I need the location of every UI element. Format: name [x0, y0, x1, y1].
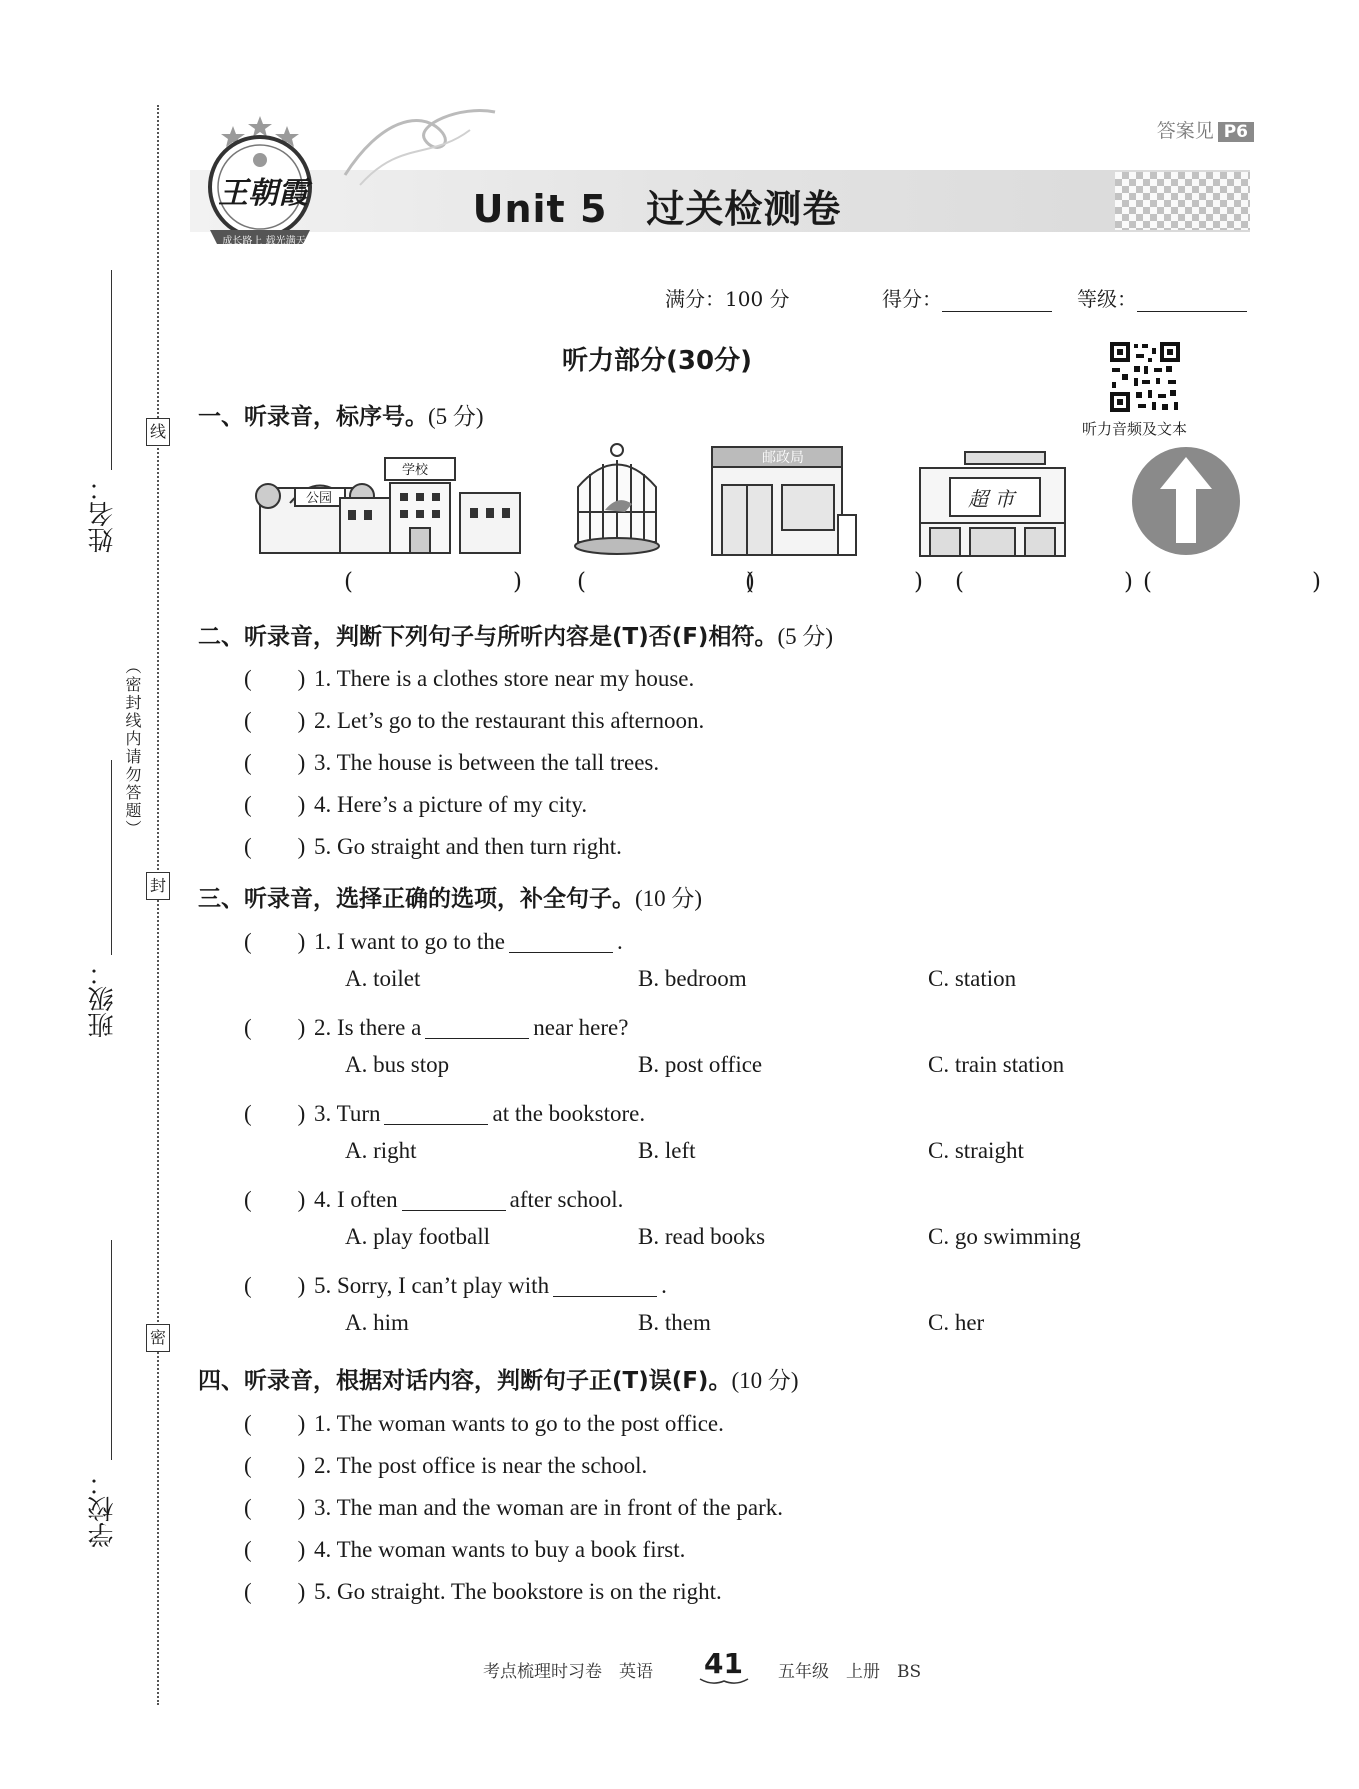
section2-title: 二、听录音，判断下列句子与所听内容是(T)否(F)相符。: [198, 624, 778, 650]
class-blank[interactable]: [111, 760, 112, 955]
section1-heading: [198, 398, 484, 431]
fill-blank[interactable]: [425, 1014, 529, 1039]
s3-5-option-a[interactable]: A. him: [345, 1310, 409, 1335]
s3-3-option-b[interactable]: B. left: [638, 1138, 696, 1163]
svg-text:超 市: 超 市: [968, 487, 1015, 511]
s3-3-option-a[interactable]: A. right: [345, 1138, 417, 1163]
answer-paren[interactable]: ( ): [244, 929, 306, 954]
score-label: 得分：: [882, 287, 942, 311]
logo-name: 王朝霞: [218, 176, 308, 211]
s3-5-option-c[interactable]: C. her: [928, 1310, 985, 1335]
fill-blank[interactable]: [384, 1100, 488, 1125]
s3-4-option-a[interactable]: A. play football: [345, 1224, 490, 1249]
section3-points: (10 分): [635, 886, 703, 911]
answer-paren[interactable]: ( ): [244, 1537, 306, 1562]
s3-2-option-b[interactable]: B. post office: [638, 1052, 763, 1077]
answer-paren[interactable]: ( ): [244, 1411, 306, 1436]
grade-blank[interactable]: [1137, 289, 1247, 312]
answer-paren[interactable]: ( ): [244, 1101, 306, 1126]
name-label: 姓名：: [88, 475, 118, 553]
answer-paren[interactable]: ( ): [244, 708, 306, 733]
svg-text:学校: 学校: [402, 463, 429, 478]
s3-item-5: ( ) 5. Sorry, I can’t play with .: [244, 1267, 667, 1300]
answer-paren[interactable]: ( ): [244, 1187, 306, 1212]
full-score: 满分：100 分: [665, 287, 790, 311]
s3-item-4: ( ) 4. I often after school.: [244, 1181, 623, 1214]
picture2-answer[interactable]: ( ): [577, 569, 793, 595]
s3-2-option-a[interactable]: A. bus stop: [345, 1052, 450, 1077]
answer-paren[interactable]: ( ): [244, 750, 306, 775]
score-field: [882, 283, 1052, 312]
supermarket-icon: [910, 448, 1075, 558]
cut-mark-secret: 密: [146, 1324, 170, 1352]
s3-3-option-c[interactable]: C. straight: [928, 1138, 1024, 1163]
listening-part-title: 听力部分(30分): [562, 346, 752, 376]
section3-heading: [198, 880, 702, 913]
section2-heading: [198, 618, 833, 651]
section2-points: (5 分): [777, 624, 834, 649]
s4-item-4: ( ) 4. The woman wants to buy a book first.: [244, 1531, 685, 1564]
answer-page-tag: P6: [1218, 122, 1254, 142]
answer-paren[interactable]: ( ): [244, 666, 306, 691]
park-school-icon: [250, 448, 525, 558]
s3-5-option-b[interactable]: B. them: [638, 1310, 711, 1335]
section1-points: (5 分): [428, 404, 484, 429]
school-label: 学校：: [88, 1470, 118, 1548]
sealing-notice: （密封线内请勿答题）: [123, 658, 142, 838]
picture4-answer[interactable]: ( ): [955, 569, 1171, 595]
section1-title: 一、听录音，标序号。: [198, 404, 428, 430]
section4-points: (10 分): [731, 1368, 799, 1393]
grade-label: 等级：: [1077, 287, 1137, 311]
post-office-icon: [710, 445, 860, 557]
s2-item-5: ( ) 5. Go straight and then turn right.: [244, 828, 622, 861]
s2-item-2: ( ) 2. Let’s go to the restaurant this afternoon.: [244, 702, 704, 735]
s3-1-option-c[interactable]: C. station: [928, 966, 1017, 991]
picture5-answer[interactable]: ( ): [1143, 569, 1359, 595]
s2-item-1: ( ) 1. There is a clothes store near my house.: [244, 660, 694, 693]
answer-paren[interactable]: ( ): [244, 1453, 306, 1478]
section4-heading: [198, 1362, 799, 1395]
picture3-answer[interactable]: ( ): [745, 569, 961, 595]
s2-item-3: ( ) 3. The house is between the tall trees.: [244, 744, 659, 777]
answer-paren[interactable]: ( ): [244, 1273, 306, 1298]
grade-field: [1077, 283, 1247, 312]
picture1-answer[interactable]: ( ): [344, 569, 560, 595]
s2-item-4: ( ) 4. Here’s a picture of my city.: [244, 786, 587, 819]
class-label: 班级：: [88, 960, 118, 1038]
s3-4-option-b[interactable]: B. read books: [638, 1224, 766, 1249]
svg-text:邮政局: 邮政局: [762, 450, 804, 466]
answer-reference: [1157, 116, 1254, 143]
s3-item-3: ( ) 3. Turn at the bookstore.: [244, 1095, 645, 1128]
score-blank[interactable]: [942, 289, 1052, 312]
school-blank[interactable]: [111, 1240, 112, 1460]
s4-item-2: ( ) 2. The post office is near the school.: [244, 1447, 647, 1480]
footer-left: 考点梳理时习卷 英语: [483, 1662, 653, 1682]
fill-blank[interactable]: [553, 1272, 657, 1297]
cut-mark-seal: 封: [146, 872, 170, 900]
answer-paren[interactable]: ( ): [244, 1495, 306, 1520]
s4-item-5: ( ) 5. Go straight. The bookstore is on the right.: [244, 1573, 722, 1606]
book-icon: [698, 1677, 750, 1687]
logo-slogan: 成长路上 载光满天: [222, 236, 306, 247]
s3-4-option-c[interactable]: C. go swimming: [928, 1224, 1081, 1249]
s3-item-1: ( ) 1. I want to go to the .: [244, 923, 623, 956]
s3-2-option-c[interactable]: C. train station: [928, 1052, 1065, 1077]
answer-paren[interactable]: ( ): [244, 834, 306, 859]
section3-title: 三、听录音，选择正确的选项，补全句子。: [198, 886, 635, 912]
s4-item-1: ( ) 1. The woman wants to go to the post office.: [244, 1405, 724, 1438]
qr-caption: 听力音频及文本: [1082, 420, 1188, 438]
page-number: 41: [704, 1647, 743, 1680]
birdcage-icon: [570, 442, 665, 558]
fill-blank[interactable]: [402, 1186, 506, 1211]
svg-text:公园: 公园: [306, 491, 333, 506]
answer-ref-label: 答案见: [1156, 120, 1214, 142]
s3-1-option-a[interactable]: A. toilet: [345, 966, 421, 991]
cut-mark-line: 线: [146, 418, 170, 446]
ribbon-swirl-icon: [340, 100, 500, 190]
answer-paren[interactable]: ( ): [244, 1015, 306, 1040]
answer-paren[interactable]: ( ): [244, 792, 306, 817]
answer-paren[interactable]: ( ): [244, 1579, 306, 1604]
s3-1-option-b[interactable]: B. bedroom: [638, 966, 747, 991]
footer-right: 五年级 上册 BS: [778, 1662, 922, 1682]
fill-blank[interactable]: [509, 928, 613, 953]
section4-title: 四、听录音，根据对话内容，判断句子正(T)误(F)。: [198, 1368, 732, 1394]
arrow-straight-icon: [1130, 445, 1242, 557]
s3-item-2: ( ) 2. Is there a near here?: [244, 1009, 628, 1042]
page-title: Unit 5 过关检测卷: [472, 187, 842, 231]
s4-item-3: ( ) 3. The man and the woman are in front of the park.: [244, 1489, 783, 1522]
